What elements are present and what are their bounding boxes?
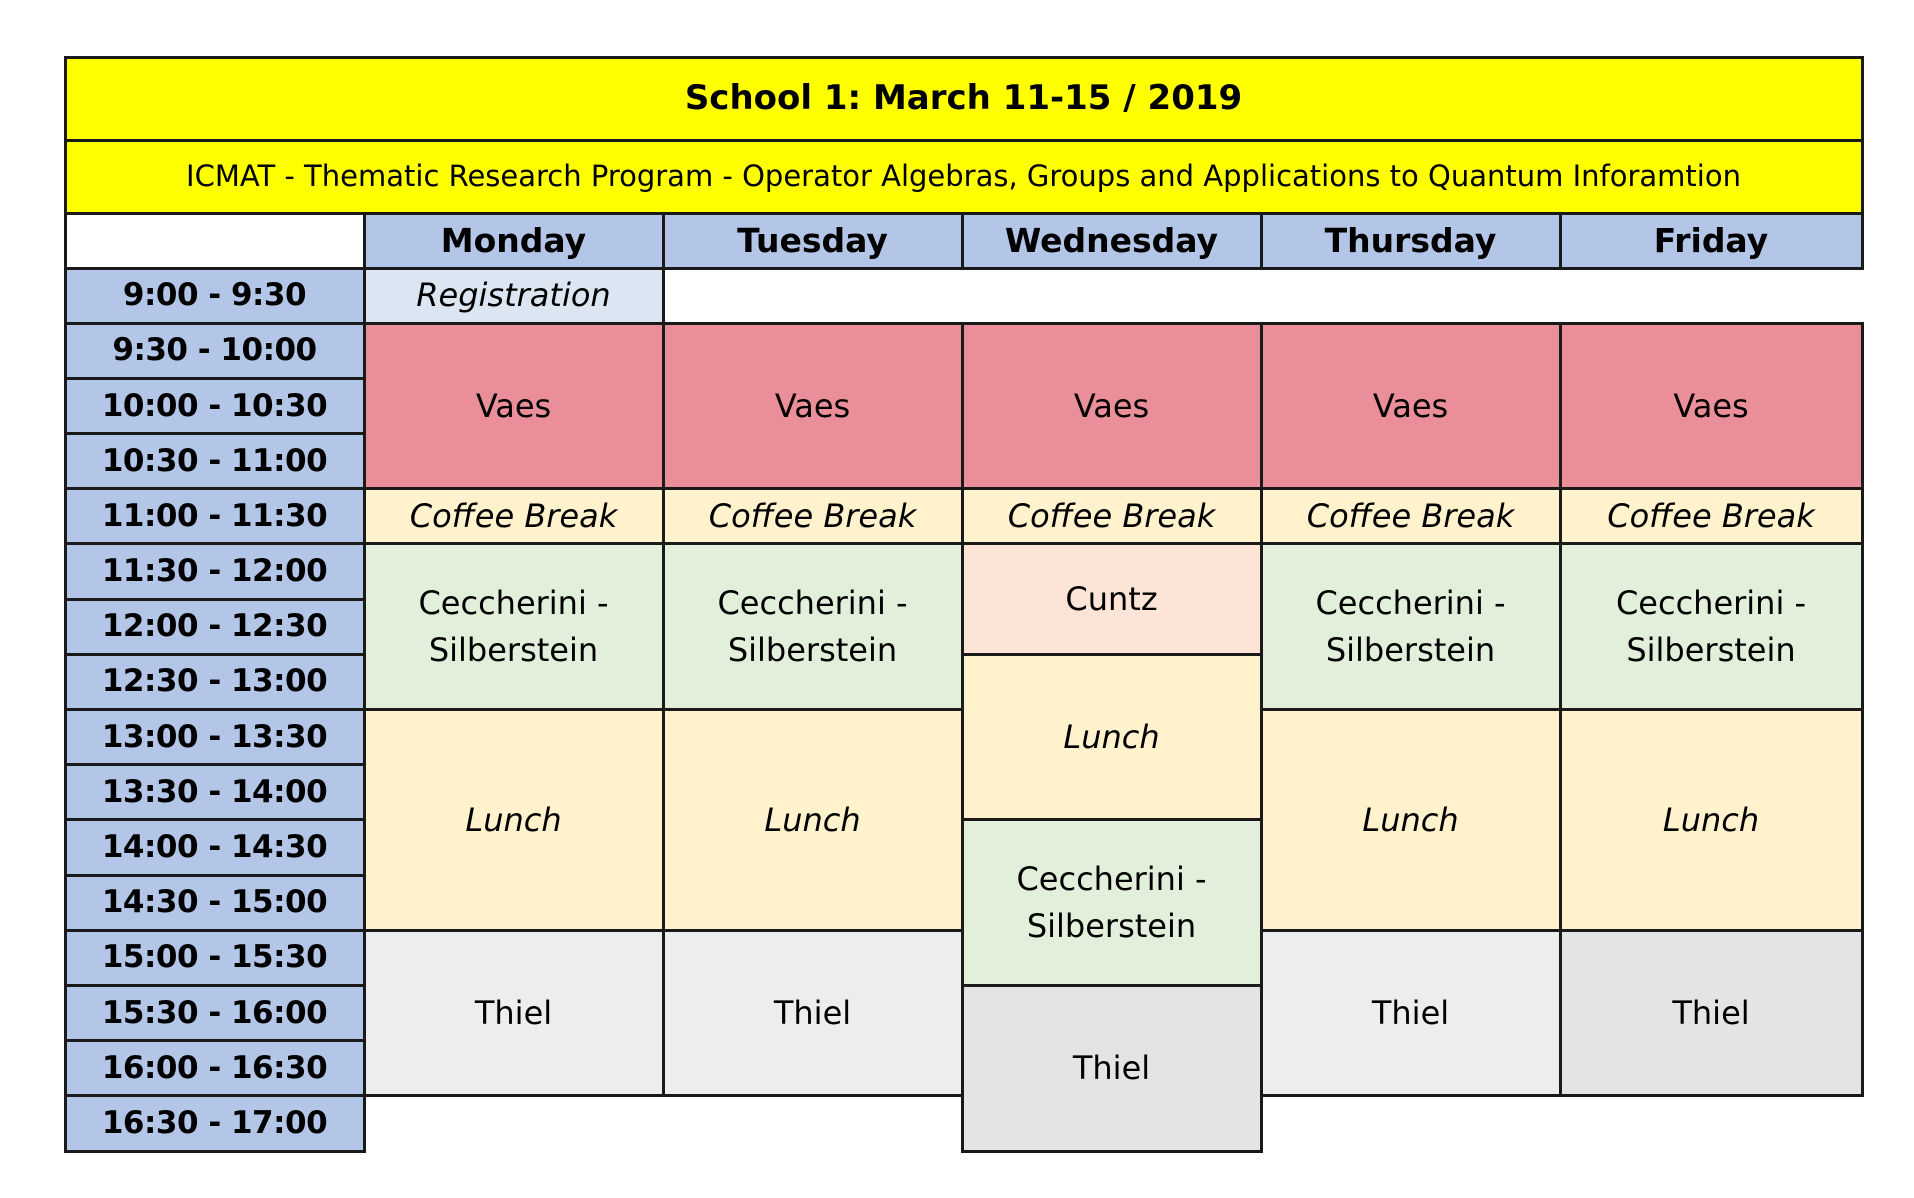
session-vaes-monday: Vaes (363, 322, 665, 491)
session-coffee-break-tuesday: Coffee Break (662, 487, 964, 545)
day-header-tuesday: Tuesday (662, 212, 964, 270)
session-coffee-break-friday: Coffee Break (1559, 487, 1864, 545)
time-slot: 12:30 - 13:00 (64, 653, 366, 711)
day-header-monday: Monday (363, 212, 665, 270)
schedule-title: School 1: March 11-15 / 2019 (64, 56, 1864, 142)
session-ceccherini-silberstein-thursday (1260, 542, 1562, 711)
session-lunch-wednesday: Lunch (961, 653, 1263, 822)
time-slot: 14:30 - 15:00 (64, 874, 366, 932)
time-slot: 13:30 - 14:00 (64, 763, 366, 821)
time-slot: 9:00 - 9:30 (64, 267, 366, 325)
corner-cell (64, 212, 366, 270)
session-vaes-wednesday: Vaes (961, 322, 1263, 491)
session-lunch-monday: Lunch (363, 708, 665, 932)
session-lunch-friday: Lunch (1559, 708, 1864, 932)
time-slot: 16:30 - 17:00 (64, 1094, 366, 1152)
session-cuntz-wednesday: Cuntz (961, 542, 1263, 655)
time-slot: 13:00 - 13:30 (64, 708, 366, 766)
time-slot: 10:00 - 10:30 (64, 377, 366, 435)
time-slot: 15:00 - 15:30 (64, 929, 366, 987)
session-thiel-thursday: Thiel (1260, 929, 1562, 1098)
day-header-thursday: Thursday (1260, 212, 1562, 270)
session-vaes-tuesday: Vaes (662, 322, 964, 491)
session-label: Ceccherini - Silberstein (1615, 584, 1807, 669)
day-header-wednesday: Wednesday (961, 212, 1263, 270)
time-slot: 9:30 - 10:00 (64, 322, 366, 380)
session-thiel-wednesday: Thiel (961, 984, 1263, 1153)
session-ceccherini-silberstein-wednesday (961, 818, 1263, 987)
session-thiel-tuesday: Thiel (662, 929, 964, 1098)
session-registration: Registration (363, 267, 665, 325)
session-coffee-break-monday: Coffee Break (363, 487, 665, 545)
session-vaes-thursday: Vaes (1260, 322, 1562, 491)
session-vaes-friday: Vaes (1559, 322, 1864, 491)
session-thiel-friday: Thiel (1559, 929, 1864, 1098)
time-slot: 10:30 - 11:00 (64, 432, 366, 490)
session-label: Ceccherini - Silberstein (1315, 584, 1506, 669)
session-ceccherini-silberstein-tuesday (662, 542, 964, 711)
session-label: Ceccherini - Silberstein (1016, 860, 1207, 945)
time-slot: 11:00 - 11:30 (64, 487, 366, 545)
time-slot: 15:30 - 16:00 (64, 984, 366, 1042)
session-thiel-monday: Thiel (363, 929, 665, 1098)
session-ceccherini-silberstein-friday (1559, 542, 1864, 711)
time-slot: 11:30 - 12:00 (64, 542, 366, 600)
time-slot: 14:00 - 14:30 (64, 818, 366, 876)
session-lunch-thursday: Lunch (1260, 708, 1562, 932)
session-ceccherini-silberstein-monday (363, 542, 665, 711)
session-coffee-break-thursday: Coffee Break (1260, 487, 1562, 545)
schedule-table (65, 57, 1862, 1151)
session-label: Ceccherini - Silberstein (418, 584, 609, 669)
session-label: Ceccherini - Silberstein (717, 584, 908, 669)
time-slot: 16:00 - 16:30 (64, 1039, 366, 1097)
schedule-subtitle: ICMAT - Thematic Research Program - Operator Algebras, Groups and Applications to Quantum Inforamtion (64, 139, 1864, 215)
day-header-friday: Friday (1559, 212, 1864, 270)
time-slot: 12:00 - 12:30 (64, 598, 366, 656)
session-lunch-tuesday: Lunch (662, 708, 964, 932)
session-coffee-break-wednesday: Coffee Break (961, 487, 1263, 545)
